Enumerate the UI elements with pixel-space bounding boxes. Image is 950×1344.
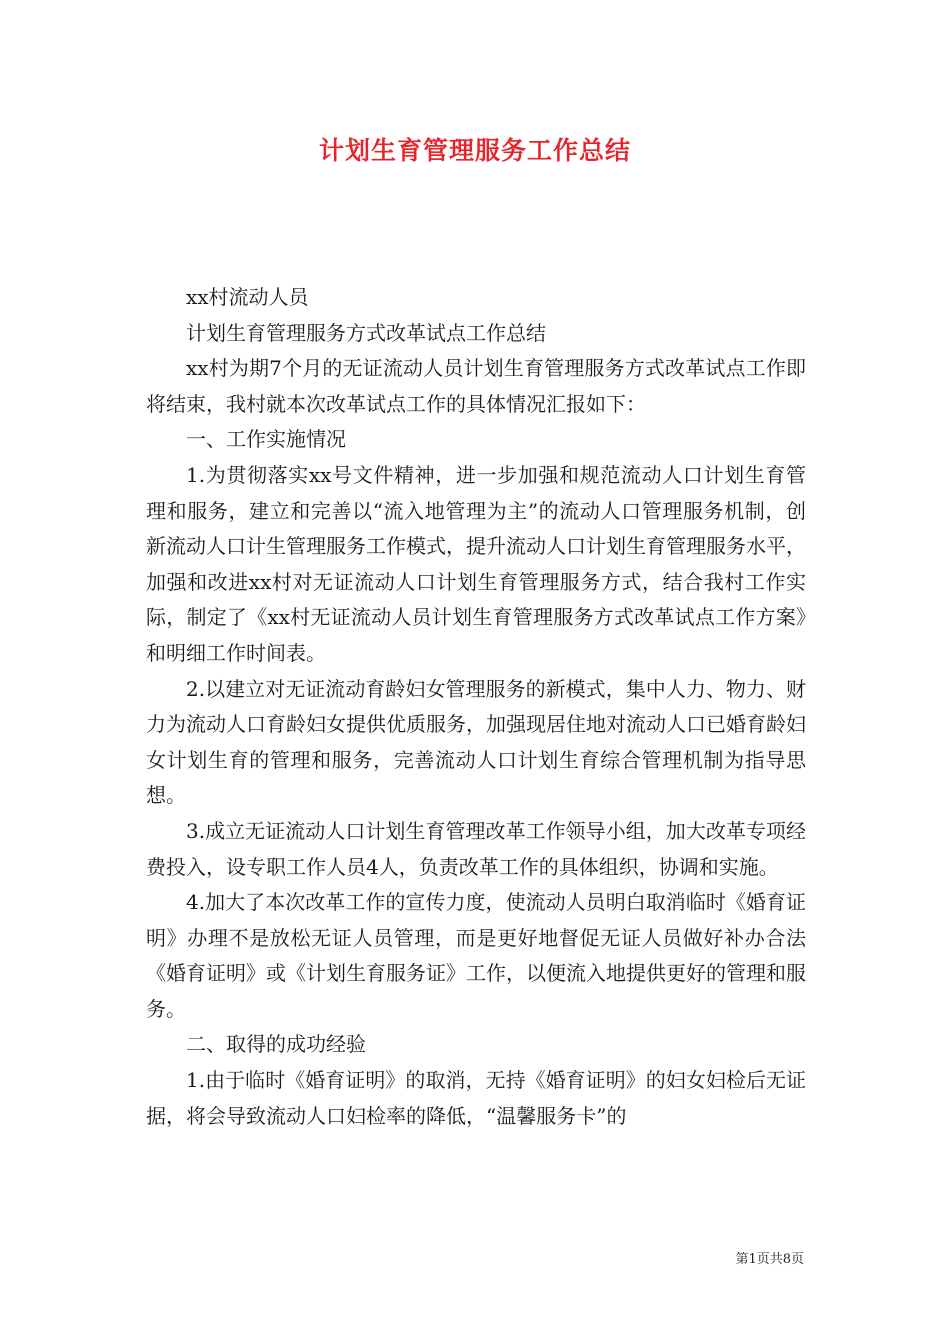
paragraph-8: 1.由于临时《婚育证明》的取消，无持《婚育证明》的妇女妇检后无证据，将会导致流动人口妇检率的降低，“温馨服务卡”的 xyxy=(146,1068,806,1128)
paragraph-3: xx村为期7个月的无证流动人员计划生育管理服务方式改革试点工作即将结束，我村就本次改革试点工作的具体情况汇报如下： xyxy=(146,356,806,416)
paragraph-6: 3.成立无证流动人口计划生育管理改革工作领导小组，加大改革专项经费投入，设专职工作人员4人，负责改革工作的具体组织，协调和实施。 xyxy=(146,818,806,879)
document-body xyxy=(146,280,806,1134)
section-heading-2: 二、取得的成功经验 xyxy=(186,1032,366,1057)
paragraph-4: 1.为贯彻落实xx号文件精神，进一步加强和规范流动人口计划生育管理和服务，建立和完善以“流入地管理为主”的流动人口管理服务机制，创新流动人口计生管理服务工作模式，提升流动人口计划生育管理服务水平，加强和改进xx村对无证流动人口计划生育管理服务方式，结合我村工作实际，制定了《xx村无证流动人员计划生育管理服务方式改革试点工作方案》和明细工作时间表。 xyxy=(146,462,806,665)
paragraph-7: 4.加大了本次改革工作的宣传力度，使流动人员明白取消临时《婚育证明》办理不是放松无证人员管理，而是更好地督促无证人员做好补办合法《婚育证明》或《计划生育服务证》工作，以便流入地提供更好的管理和服务。 xyxy=(146,890,806,1021)
document-title: 计划生育管理服务工作总结 xyxy=(318,136,631,165)
paragraph-2: 计划生育管理服务方式改革试点工作总结 xyxy=(186,320,546,345)
section-heading-1: 一、工作实施情况 xyxy=(186,427,346,452)
page-footer: 第1页共8页 xyxy=(735,1252,804,1267)
paragraph-5: 2.以建立对无证流动育龄妇女管理服务的新模式，集中人力、物力、财力为流动人口育龄妇女提供优质服务，加强现居住地对流动人口已婚育龄妇女计划生育的管理和服务，完善流动人口计划生育综合管理机制为指导思想。 xyxy=(146,676,806,808)
paragraph-1: xx村流动人员 xyxy=(186,285,309,309)
